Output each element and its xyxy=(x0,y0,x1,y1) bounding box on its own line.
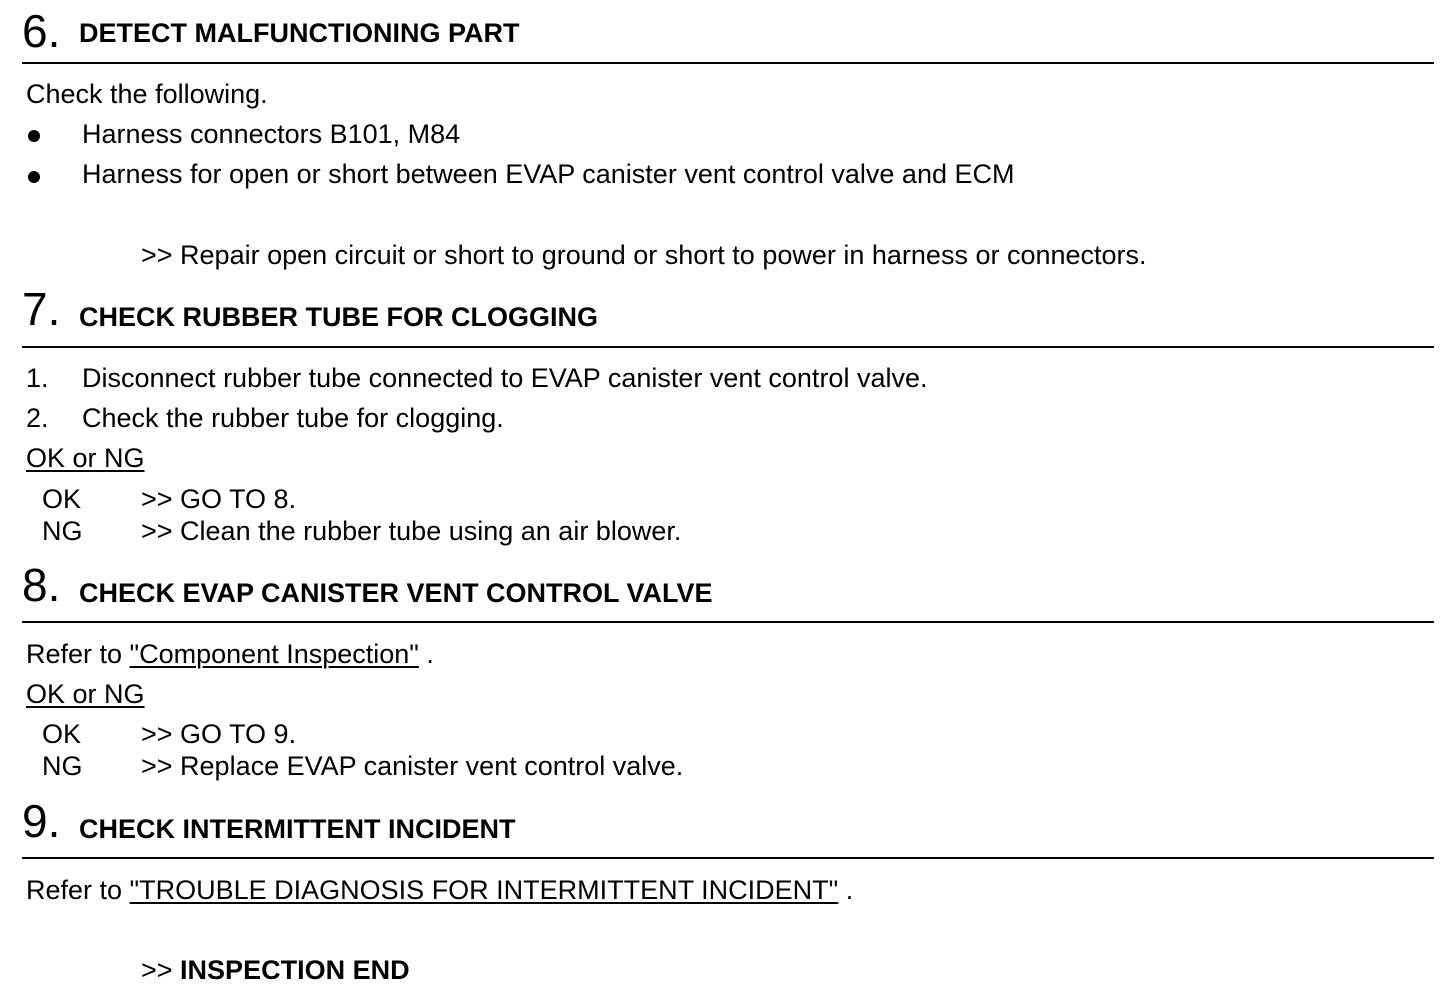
inspection-end-label: INSPECTION END xyxy=(180,955,410,985)
bullet-icon xyxy=(28,171,40,183)
bullet-icon xyxy=(28,130,40,142)
step-8-refer-suffix: . xyxy=(418,639,434,669)
step-8-ok-label: OK xyxy=(42,719,82,749)
step-7-item-2-num: 2. xyxy=(26,403,49,433)
step-9-refer-suffix: . xyxy=(838,875,854,905)
step-6-divider xyxy=(22,62,1434,64)
step-6-title: DETECT MALFUNCTIONING PART xyxy=(79,18,520,48)
step-6-number: 6. xyxy=(22,5,61,57)
step-7-ng-label: NG xyxy=(42,516,83,546)
step-7-number: 7. xyxy=(22,283,61,335)
intermittent-incident-link[interactable]: "TROUBLE DIAGNOSIS FOR INTERMITTENT INCIDENT" xyxy=(129,875,839,905)
step-6-bullet-2: Harness for open or short between EVAP canister vent control valve and ECM xyxy=(82,159,1015,189)
component-inspection-link[interactable]: "Component Inspection" xyxy=(129,639,419,669)
step-8-refer xyxy=(26,638,434,670)
step-7-ok-action: >> GO TO 8. xyxy=(141,484,297,514)
step-7-divider xyxy=(22,346,1434,348)
step-8-title: CHECK EVAP CANISTER VENT CONTROL VALVE xyxy=(79,578,713,608)
step-7-ok-ng-label: OK or NG xyxy=(26,443,145,473)
step-9-title: CHECK INTERMITTENT INCIDENT xyxy=(79,814,516,844)
step-8-number: 8. xyxy=(22,559,61,611)
step-9-refer-prefix: Refer to xyxy=(26,875,130,905)
step-7-ng-action: >> Clean the rubber tube using an air blower. xyxy=(141,516,682,546)
step-8-refer-prefix: Refer to xyxy=(26,639,130,669)
step-6-intro: Check the following. xyxy=(26,79,268,109)
step-7-title: CHECK RUBBER TUBE FOR CLOGGING xyxy=(79,302,598,332)
step-7-item-1-text: Disconnect rubber tube connected to EVAP canister vent control valve. xyxy=(82,363,928,393)
step-7-item-2-text: Check the rubber tube for clogging. xyxy=(82,403,504,433)
step-7-ok-label: OK xyxy=(42,484,82,514)
step-7-item-1-num: 1. xyxy=(26,363,49,393)
step-8-ok-ng-label: OK or NG xyxy=(26,679,145,709)
inspection-end xyxy=(141,954,410,986)
step-8-ng-label: NG xyxy=(42,751,83,781)
inspection-end-prefix: >> xyxy=(141,955,181,985)
step-9-number: 9. xyxy=(22,795,61,847)
step-8-ng-action: >> Replace EVAP canister vent control valve. xyxy=(141,751,684,781)
step-6-bullet-1: Harness connectors B101, M84 xyxy=(82,119,461,149)
step-8-divider xyxy=(22,621,1434,623)
step-6-result: >> Repair open circuit or short to ground or short to power in harness or connectors. xyxy=(141,240,1147,270)
step-8-ok-action: >> GO TO 9. xyxy=(141,719,297,749)
step-9-refer xyxy=(26,874,853,906)
step-9-divider xyxy=(22,857,1434,859)
